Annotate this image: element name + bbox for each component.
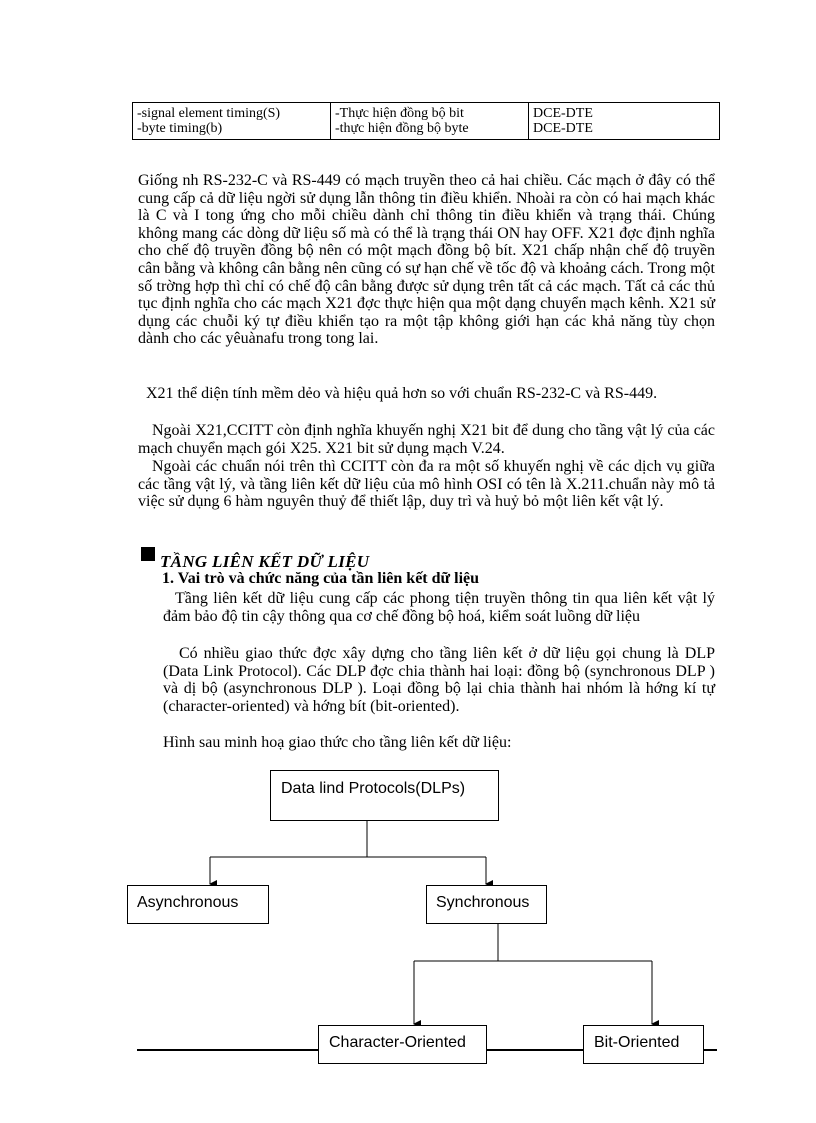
cell-line: -byte timing(b)	[137, 121, 223, 136]
paragraph-x211: Ngoài các chuẩn nói trên thì CCITT còn đa ra một số khuyến nghị về các dịch vụ giữa các tầng vật lý, và tầng liên kết dữ liệu của mô hình OSI có tên là X.211.chuẩn này mô tả việc sử dụng 6 hàm nguyên thuỷ để thiết lập, duy trì và huỷ bỏ một liên kết vật lý.	[138, 458, 715, 511]
cell-line: DCE-DTE	[533, 121, 593, 136]
diagram-node-character-oriented: Character-Oriented	[318, 1025, 487, 1064]
paragraph-figure-intro: Hình sau minh hoạ giao thức cho tầng liên kết dữ liệu:	[163, 734, 512, 751]
paragraph-dlp-types: Có nhiều giao thức đợc xây dựng cho tầng liên kết ở dữ liệu gọi chung là DLP (Data Link Protocol). Các DLP đợc chia thành hai loại: đồng bộ (synchronous DLP ) và dị bộ (asynchronous DLP ). Loại đồng bộ lại chia thành hai nhóm là hớng kí tự (character-oriented) và hớng bít (bit-oriented).	[163, 645, 715, 715]
section-title: TẦNG LIÊN KẾT DỮ LIỆU	[160, 552, 370, 571]
table-cell	[133, 103, 331, 140]
cell-line: -Thực hiện đồng bộ bit	[335, 106, 464, 121]
cell-line: DCE-DTE	[533, 106, 593, 121]
paragraph-x21-bit: Ngoài X21,CCITT còn định nghĩa khuyến nghị X21 bit để dung cho tầng vật lý của các mạch chuyển mạch gói X25. X21 bit sử dụng mạch V.24.	[138, 422, 715, 457]
section-bullet-icon	[141, 547, 155, 561]
signal-table	[132, 102, 720, 140]
diagram-node-asynchronous: Asynchronous	[127, 885, 269, 924]
cell-line: -signal element timing(S)	[137, 106, 281, 121]
subsection-title: 1. Vai trò và chức năng của tần liên kết dữ liệu	[162, 570, 480, 587]
table-cell	[529, 103, 720, 140]
paragraph-x21-circuits: Giống nh RS-232-C và RS-449 có mạch truyền theo cả hai chiều. Các mạch ở đây có thể cung cấp cả dữ liệu ngời sử dụng lẫn thông tin điều khiển. Nhoài ra còn có hai mạch khác là C và I tong ứng cho mỗi chiều dành chỉ thông tin điều khiển và trạng thái. Chúng không mang các dòng dữ liệu số mà có thể là trạng thái ON hay OFF. X21 đợc định nghĩa cho chế độ truyền đồng bộ nên có một mạch đồng bộ bít. X21 chấp nhận chế độ truyền cân bằng và không cân bằng nên cũng có sự hạn chế về tốc độ và khoảng cách. Trong một số trờng hợp thì chỉ có chế độ cân bằng được sử dụng trên tất cả các mạch. Tất cả các thủ tục định nghĩa cho các mạch X21 đợc thực hiện qua một dạng chuyển mạch kênh. X21 sử dụng các chuỗi ký tự điều khiển tạo ra một tập không giới hạn các khả năng tùy chọn dành cho các yêuànafu trong tong lai.	[138, 172, 715, 348]
diagram-node-synchronous: Synchronous	[426, 885, 547, 924]
table-cell	[331, 103, 529, 140]
diagram-node-dlps: Data lind Protocols(DLPs)	[270, 770, 499, 821]
paragraph-x21-flexibility: X21 thể diện tính mềm dẻo và hiệu quả hơn so với chuẩn RS-232-C và RS-449.	[146, 385, 658, 402]
cell-line: -thực hiện đồng bộ byte	[335, 121, 469, 136]
paragraph-dll-role: Tầng liên kết dữ liệu cung cấp các phong tiện truyền thông tin qua liên kết vật lý đảm bảo độ tin cậy thông qua cơ chế đồng bộ hoá, kiểm soát luồng dữ liệu	[163, 590, 715, 625]
table-row	[133, 103, 720, 140]
diagram-node-bit-oriented: Bit-Oriented	[583, 1025, 704, 1064]
